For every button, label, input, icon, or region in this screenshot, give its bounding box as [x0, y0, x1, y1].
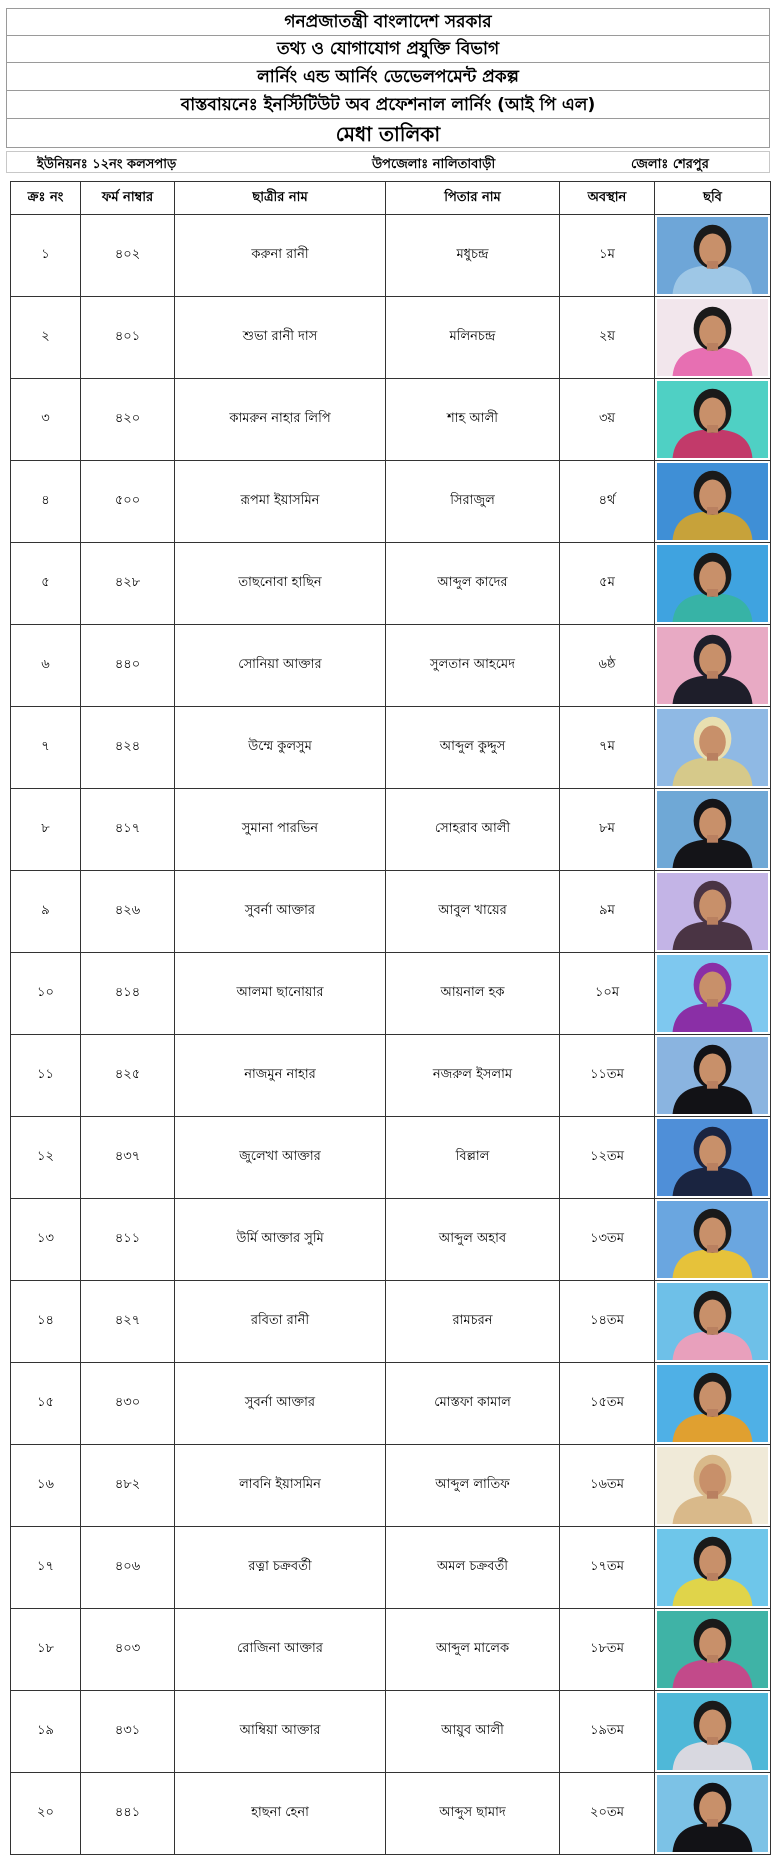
position-cell: ৬ষ্ঠ	[560, 625, 655, 707]
position-cell: ৪র্থ	[560, 461, 655, 543]
table-row	[11, 461, 771, 543]
father-name-cell: মলিনচন্দ্র	[386, 297, 560, 379]
serial-cell: ১৮	[11, 1609, 81, 1691]
form-number-cell: ৪০২	[81, 215, 175, 297]
table-row	[11, 1117, 771, 1199]
student-name-cell: রোজিনা আক্তার	[175, 1609, 386, 1691]
student-name-cell: শুভা রানী দাস	[175, 297, 386, 379]
student-photo	[657, 1037, 768, 1114]
photo-cell	[655, 297, 771, 379]
form-number-cell: ৪৪০	[81, 625, 175, 707]
serial-cell: ২০	[11, 1773, 81, 1855]
position-cell: ২য়	[560, 297, 655, 379]
student-name-cell: উম্মে কুলসুম	[175, 707, 386, 789]
table-row	[11, 789, 771, 871]
form-number-cell: ৪৮২	[81, 1445, 175, 1527]
student-photo	[657, 545, 768, 622]
form-number-cell: ৪২০	[81, 379, 175, 461]
table-row	[11, 871, 771, 953]
student-photo	[657, 1693, 768, 1770]
form-number-cell: ৪২৬	[81, 871, 175, 953]
position-cell: ১৫তম	[560, 1363, 655, 1445]
position-cell: ১৬তম	[560, 1445, 655, 1527]
union-label: ইউনিয়নঃ ১২নং কলসপাড়	[37, 157, 177, 172]
table-row	[11, 1609, 771, 1691]
position-cell: ১০ম	[560, 953, 655, 1035]
form-number-cell: ৪০৩	[81, 1609, 175, 1691]
serial-cell: ১৭	[11, 1527, 81, 1609]
document-header	[6, 8, 770, 148]
serial-cell: ১০	[11, 953, 81, 1035]
table-body	[11, 215, 771, 1855]
table-row	[11, 1773, 771, 1855]
form-number-cell: ৪২৭	[81, 1281, 175, 1363]
table-row	[11, 1199, 771, 1281]
upazila-label: উপজেলাঃ নালিতাবাড়ী	[372, 157, 496, 172]
table-row	[11, 707, 771, 789]
serial-cell: ৪	[11, 461, 81, 543]
serial-cell: ৫	[11, 543, 81, 625]
serial-cell: ৯	[11, 871, 81, 953]
header-implementer: বাস্তবায়নেঃ ইনস্টিটিউট অব প্রফেশনাল লার্নিং (আই পি এল)	[6, 90, 770, 118]
table-row	[11, 1445, 771, 1527]
form-number-cell: ৪১৪	[81, 953, 175, 1035]
student-name-cell: করুনা রানী	[175, 215, 386, 297]
table-row	[11, 953, 771, 1035]
serial-cell: ১৬	[11, 1445, 81, 1527]
col-student-name: ছাত্রীর নাম	[175, 182, 386, 215]
table-row	[11, 297, 771, 379]
position-cell: ৩য়	[560, 379, 655, 461]
student-name-cell: রবিতা রানী	[175, 1281, 386, 1363]
photo-cell	[655, 1609, 771, 1691]
photo-cell	[655, 1527, 771, 1609]
position-cell: ১৮তম	[560, 1609, 655, 1691]
header-division: তথ্য ও যোগাযোগ প্রযুক্তি বিভাগ	[6, 35, 770, 62]
form-number-cell: ৪২৮	[81, 543, 175, 625]
student-name-cell: হাছনা হেনা	[175, 1773, 386, 1855]
father-name-cell: সোহরাব আলী	[386, 789, 560, 871]
father-name-cell: আয়নাল হক	[386, 953, 560, 1035]
position-cell: ১২তম	[560, 1117, 655, 1199]
position-cell: ১৪তম	[560, 1281, 655, 1363]
father-name-cell: সিরাজুল	[386, 461, 560, 543]
photo-cell	[655, 379, 771, 461]
student-name-cell: আম্বিয়া আক্তার	[175, 1691, 386, 1773]
col-serial: ক্রঃ নং	[11, 182, 81, 215]
col-form-number: ফর্ম নাম্বার	[81, 182, 175, 215]
photo-cell	[655, 953, 771, 1035]
form-number-cell: ৪৩১	[81, 1691, 175, 1773]
student-photo	[657, 1119, 768, 1196]
photo-cell	[655, 871, 771, 953]
serial-cell: ৮	[11, 789, 81, 871]
student-name-cell: রত্না চক্রবর্তী	[175, 1527, 386, 1609]
student-photo	[657, 1283, 768, 1360]
father-name-cell: মোস্তফা কামাল	[386, 1363, 560, 1445]
student-photo	[657, 627, 768, 704]
form-number-cell: ৪০৬	[81, 1527, 175, 1609]
position-cell: ১৯তম	[560, 1691, 655, 1773]
photo-cell	[655, 461, 771, 543]
col-father-name: পিতার নাম	[386, 182, 560, 215]
serial-cell: ১১	[11, 1035, 81, 1117]
position-cell: ১ম	[560, 215, 655, 297]
position-cell: ৮ম	[560, 789, 655, 871]
position-cell: ১৩তম	[560, 1199, 655, 1281]
photo-cell	[655, 1199, 771, 1281]
form-number-cell: ৪২৫	[81, 1035, 175, 1117]
serial-cell: ১৪	[11, 1281, 81, 1363]
form-number-cell: ৪৪১	[81, 1773, 175, 1855]
student-photo	[657, 873, 768, 950]
father-name-cell: আব্দুল অহাব	[386, 1199, 560, 1281]
form-number-cell: ৪১৭	[81, 789, 175, 871]
position-cell: ৭ম	[560, 707, 655, 789]
student-name-cell: জুলেখা আক্তার	[175, 1117, 386, 1199]
serial-cell: ২	[11, 297, 81, 379]
serial-cell: ৭	[11, 707, 81, 789]
student-photo	[657, 955, 768, 1032]
header-government: গনপ্রজাতন্ত্রী বাংলাদেশ সরকার	[6, 8, 770, 35]
serial-cell: ১৫	[11, 1363, 81, 1445]
student-photo	[657, 1611, 768, 1688]
student-photo	[657, 381, 768, 458]
form-number-cell: ৪৩০	[81, 1363, 175, 1445]
father-name-cell: আয়ুব আলী	[386, 1691, 560, 1773]
student-name-cell: কামরুন নাহার লিপি	[175, 379, 386, 461]
document-title: মেধা তালিকা	[6, 118, 770, 148]
student-name-cell: সোনিয়া আক্তার	[175, 625, 386, 707]
student-name-cell: সুবর্না আক্তার	[175, 1363, 386, 1445]
father-name-cell: আব্দুস ছামাদ	[386, 1773, 560, 1855]
table-row	[11, 379, 771, 461]
form-number-cell: ৫০০	[81, 461, 175, 543]
table-row	[11, 1035, 771, 1117]
photo-cell	[655, 1445, 771, 1527]
student-name-cell: সুমানা পারভিন	[175, 789, 386, 871]
student-photo	[657, 1447, 768, 1524]
photo-cell	[655, 1035, 771, 1117]
position-cell: ১৭তম	[560, 1527, 655, 1609]
serial-cell: ১৩	[11, 1199, 81, 1281]
position-cell: ১১তম	[560, 1035, 655, 1117]
serial-cell: ১	[11, 215, 81, 297]
table-row	[11, 1363, 771, 1445]
father-name-cell: নজরুল ইসলাম	[386, 1035, 560, 1117]
merit-table	[10, 181, 771, 1855]
father-name-cell: রামচরন	[386, 1281, 560, 1363]
student-name-cell: সুবর্না আক্তার	[175, 871, 386, 953]
table-header-row	[11, 182, 771, 215]
student-name-cell: আলমা ছানোয়ার	[175, 953, 386, 1035]
table-row	[11, 1527, 771, 1609]
table-row	[11, 1691, 771, 1773]
photo-cell	[655, 707, 771, 789]
student-photo	[657, 1775, 768, 1852]
form-number-cell: ৪১১	[81, 1199, 175, 1281]
location-info	[6, 151, 770, 173]
table-row	[11, 1281, 771, 1363]
table-row	[11, 543, 771, 625]
form-number-cell: ৪৩৭	[81, 1117, 175, 1199]
father-name-cell: বিল্লাল	[386, 1117, 560, 1199]
col-position: অবস্থান	[560, 182, 655, 215]
student-photo	[657, 791, 768, 868]
father-name-cell: মধুচন্দ্র	[386, 215, 560, 297]
student-photo	[657, 299, 768, 376]
father-name-cell: আবুল খায়ের	[386, 871, 560, 953]
student-name-cell: উর্মি আক্তার সুমি	[175, 1199, 386, 1281]
student-name-cell: রূপমা ইয়াসমিন	[175, 461, 386, 543]
father-name-cell: আব্দুল কাদের	[386, 543, 560, 625]
student-name-cell: নাজমুন নাহার	[175, 1035, 386, 1117]
student-photo	[657, 217, 768, 294]
photo-cell	[655, 1773, 771, 1855]
photo-cell	[655, 1691, 771, 1773]
father-name-cell: শাহ আলী	[386, 379, 560, 461]
father-name-cell: আব্দুল লাতিফ	[386, 1445, 560, 1527]
header-project: লার্নিং এন্ড আর্নিং ডেভেলপমেন্ট প্রকল্প	[6, 62, 770, 90]
form-number-cell: ৪০১	[81, 297, 175, 379]
serial-cell: ৬	[11, 625, 81, 707]
table-row	[11, 625, 771, 707]
photo-cell	[655, 789, 771, 871]
student-name-cell: লাবনি ইয়াসমিন	[175, 1445, 386, 1527]
photo-cell	[655, 1281, 771, 1363]
serial-cell: ৩	[11, 379, 81, 461]
student-photo	[657, 1201, 768, 1278]
student-photo	[657, 1529, 768, 1606]
position-cell: ৫ম	[560, 543, 655, 625]
student-photo	[657, 1365, 768, 1442]
father-name-cell: সুলতান আহমেদ	[386, 625, 560, 707]
student-name-cell: তাছনোবা হাছিন	[175, 543, 386, 625]
form-number-cell: ৪২৪	[81, 707, 175, 789]
photo-cell	[655, 625, 771, 707]
serial-cell: ১২	[11, 1117, 81, 1199]
position-cell: ৯ম	[560, 871, 655, 953]
table-row	[11, 215, 771, 297]
col-photo: ছবি	[655, 182, 771, 215]
father-name-cell: অমল চক্রবর্তী	[386, 1527, 560, 1609]
position-cell: ২০তম	[560, 1773, 655, 1855]
district-label: জেলাঃ শেরপুর	[631, 157, 709, 172]
photo-cell	[655, 1363, 771, 1445]
student-photo	[657, 463, 768, 540]
photo-cell	[655, 543, 771, 625]
student-photo	[657, 709, 768, 786]
serial-cell: ১৯	[11, 1691, 81, 1773]
photo-cell	[655, 1117, 771, 1199]
father-name-cell: আব্দুল মালেক	[386, 1609, 560, 1691]
father-name-cell: আব্দুল কুদ্দুস	[386, 707, 560, 789]
photo-cell	[655, 215, 771, 297]
